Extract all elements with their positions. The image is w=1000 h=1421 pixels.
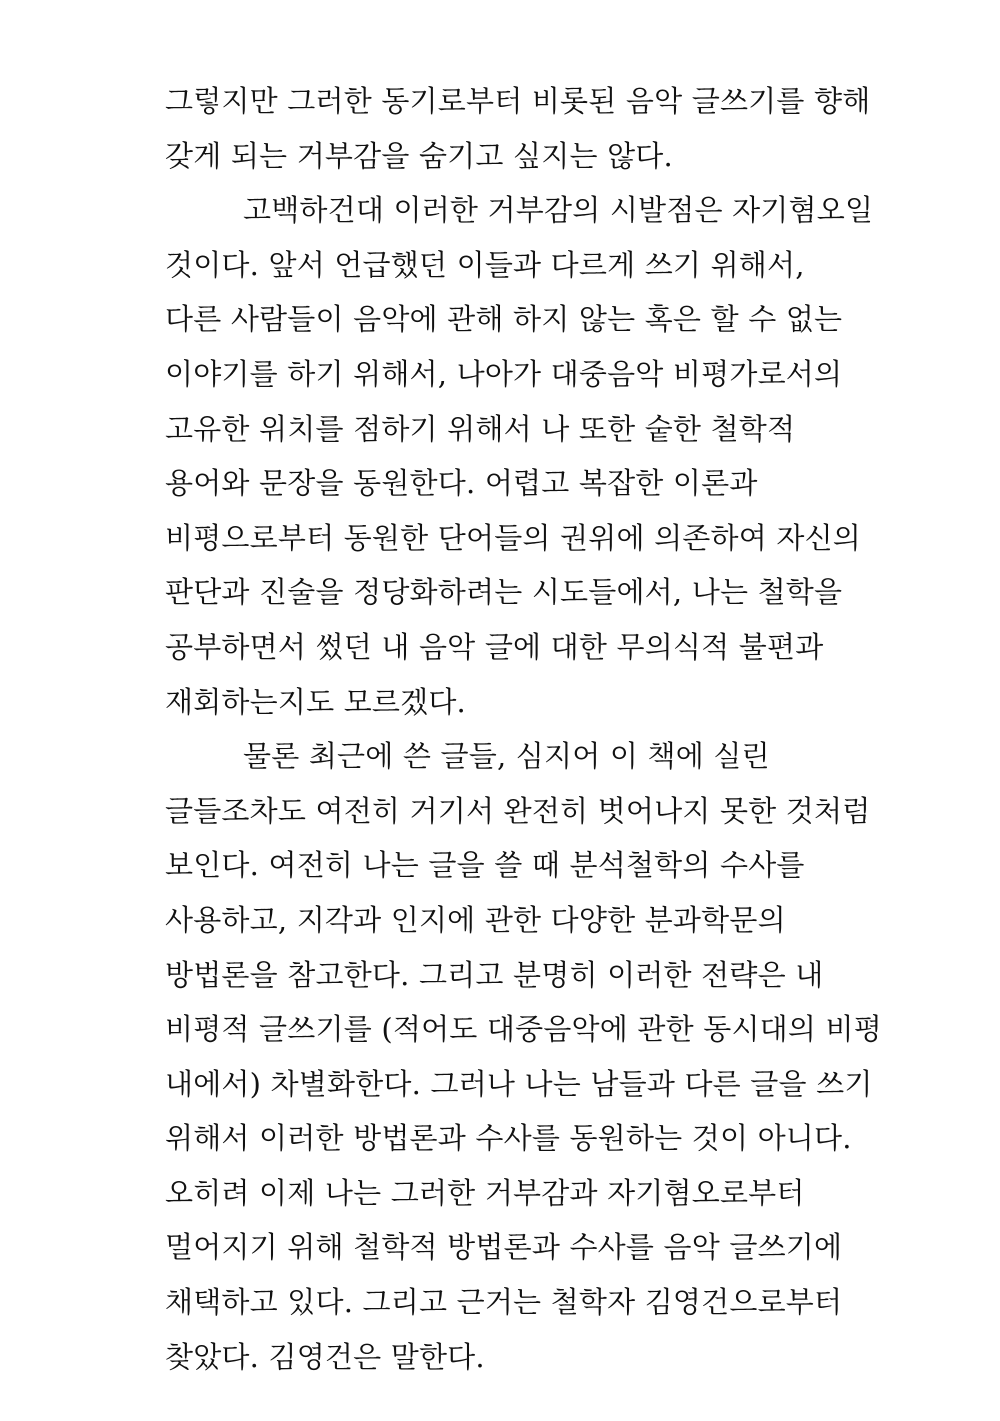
text-line: 비평적 글쓰기를 (적어도 대중음악에 관한 동시대의 비평 [165,1012,882,1047]
text-line: 방법론을 참고한다. 그리고 분명히 이러한 전략은 내 [165,957,824,992]
text-line: 그렇지만 그러한 동기로부터 비롯된 음악 글쓰기를 향해 [165,84,871,118]
text-line: 비평으로부터 동원한 단어들의 권위에 의존하여 자신의 [165,520,862,555]
text-line: 멀어지기 위해 철학적 방법론과 수사를 음악 글쓰기에 [165,1230,843,1265]
text-line: 다른 사람들이 음악에 관해 하지 않는 혹은 할 수 없는 [165,302,843,337]
text-line: 고백하건대 이러한 거부감의 시발점은 자기혐오일 [243,193,874,228]
text-line: 위해서 이러한 방법론과 수사를 동원하는 것이 아니다. [165,1121,852,1156]
text-line: 사용하고, 지각과 인지에 관한 다양한 분과학문의 [165,902,786,937]
text-line: 글들조차도 여전히 거기서 완전히 벗어나지 못한 것처럼 [165,793,871,828]
text-line: 공부하면서 썼던 내 음악 글에 대한 무의식적 불편과 [165,629,824,664]
text-line: 고유한 위치를 점하기 위해서 나 또한 숱한 철학적 [165,411,796,446]
text-line: 오히려 이제 나는 그러한 거부감과 자기혐오로부터 [165,1175,805,1210]
text-line: 내에서) 차별화한다. 그러나 나는 남들과 다른 글을 쓰기 [165,1066,873,1101]
text-line: 재회하는지도 모르겠다. [165,684,466,719]
text-line: 물론 최근에 쓴 글들, 심지어 이 책에 실린 [243,739,770,774]
text-line: 것이다. 앞서 언급했던 이들과 다르게 쓰기 위해서, [165,247,805,282]
text-line: 이야기를 하기 위해서, 나아가 대중음악 비평가로서의 [165,356,843,391]
text-line: 찾았다. 김영건은 말한다. [165,1339,485,1374]
text-line: 채택하고 있다. 그리고 근거는 철학자 김영건으로부터 [165,1285,843,1320]
text-line: 판단과 진술을 정당화하려는 시도들에서, 나는 철학을 [165,575,843,610]
text-line: 갖게 되는 거부감을 숨기고 싶지는 않다. [165,138,673,173]
text-line: 보인다. 여전히 나는 글을 쓸 때 분석철학의 수사를 [165,848,805,883]
text-line: 용어와 문장을 동원한다. 어렵고 복잡한 이론과 [165,466,758,501]
body-text [165,74,925,1384]
